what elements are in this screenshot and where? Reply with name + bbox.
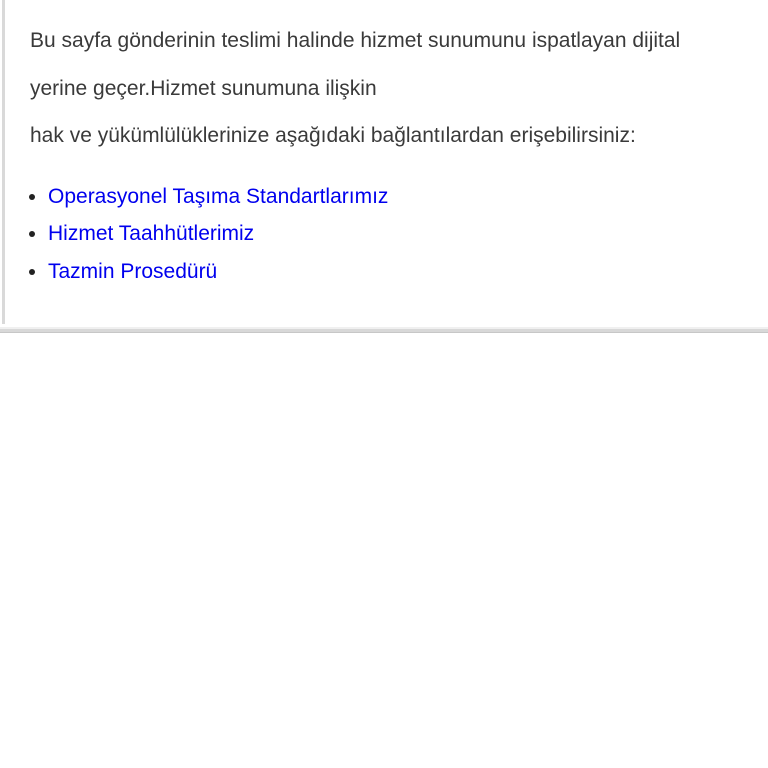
paragraph-line-1: Bu sayfa gönderinin teslimi halinde hizmet sunumunu ispatlayan dijital <box>30 29 681 52</box>
paragraph-line-2: yerine geçer.Hizmet sunumuna ilişkin <box>30 76 377 100</box>
link-compensation-procedure[interactable]: Tazmin Prosedürü <box>48 259 218 283</box>
terms-paragraph <box>30 17 768 160</box>
link-operational-transport-standards[interactable]: Operasyonel Taşıma Standartlarımız <box>48 184 389 208</box>
frame-bottom-border <box>0 327 768 333</box>
list-item <box>48 178 768 216</box>
content-frame <box>5 0 768 326</box>
link-service-commitments[interactable]: Hizmet Taahhütlerimiz <box>48 222 255 245</box>
links-list <box>5 178 768 291</box>
frame-left-border <box>2 0 5 324</box>
list-item <box>48 253 768 291</box>
paragraph-line-3: hak ve yükümlülüklerinize aşağıdaki bağlantılardan erişebilirsiniz: <box>30 124 636 147</box>
list-item <box>48 215 768 253</box>
